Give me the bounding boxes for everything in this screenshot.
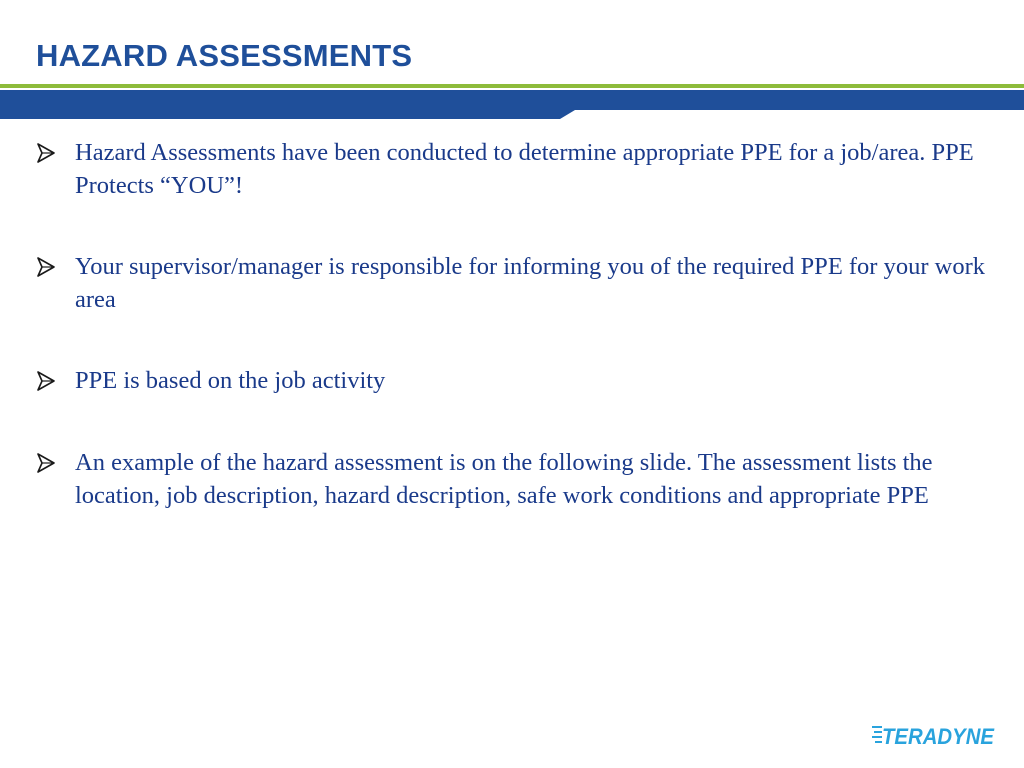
list-item (36, 446, 986, 512)
bullet-text: Hazard Assessments have been conducted to determine appropriate PPE for a job/area. PPE Protects “YOU”! (75, 139, 974, 199)
slide-title: HAZARD ASSESSMENTS (36, 38, 413, 73)
list-item (36, 250, 986, 316)
logo-text: TERADYNE (882, 724, 996, 749)
header-blue-band (0, 90, 1024, 119)
bullet-text: PPE is based on the job activity (75, 367, 386, 394)
arrow-bullet-icon (36, 136, 75, 170)
arrow-bullet-icon (36, 364, 75, 398)
bullet-text: Your supervisor/manager is responsible for informing you of the required PPE for your work area (75, 253, 985, 313)
arrow-bullet-icon (36, 446, 75, 480)
logo-speed-lines (872, 726, 882, 743)
header-white-gap (0, 88, 1024, 90)
arrow-bullet-icon (36, 250, 75, 284)
bullet-list (36, 136, 986, 560)
header-green-line (0, 84, 1024, 88)
bullet-text: An example of the hazard assessment is on the following slide. The assessment lists the location, job description, hazard description, safe work conditions and appropriate PPE (75, 449, 933, 509)
list-item (36, 364, 986, 398)
teradyne-logo (872, 716, 1002, 752)
list-item (36, 136, 986, 202)
header-band (0, 84, 1024, 120)
